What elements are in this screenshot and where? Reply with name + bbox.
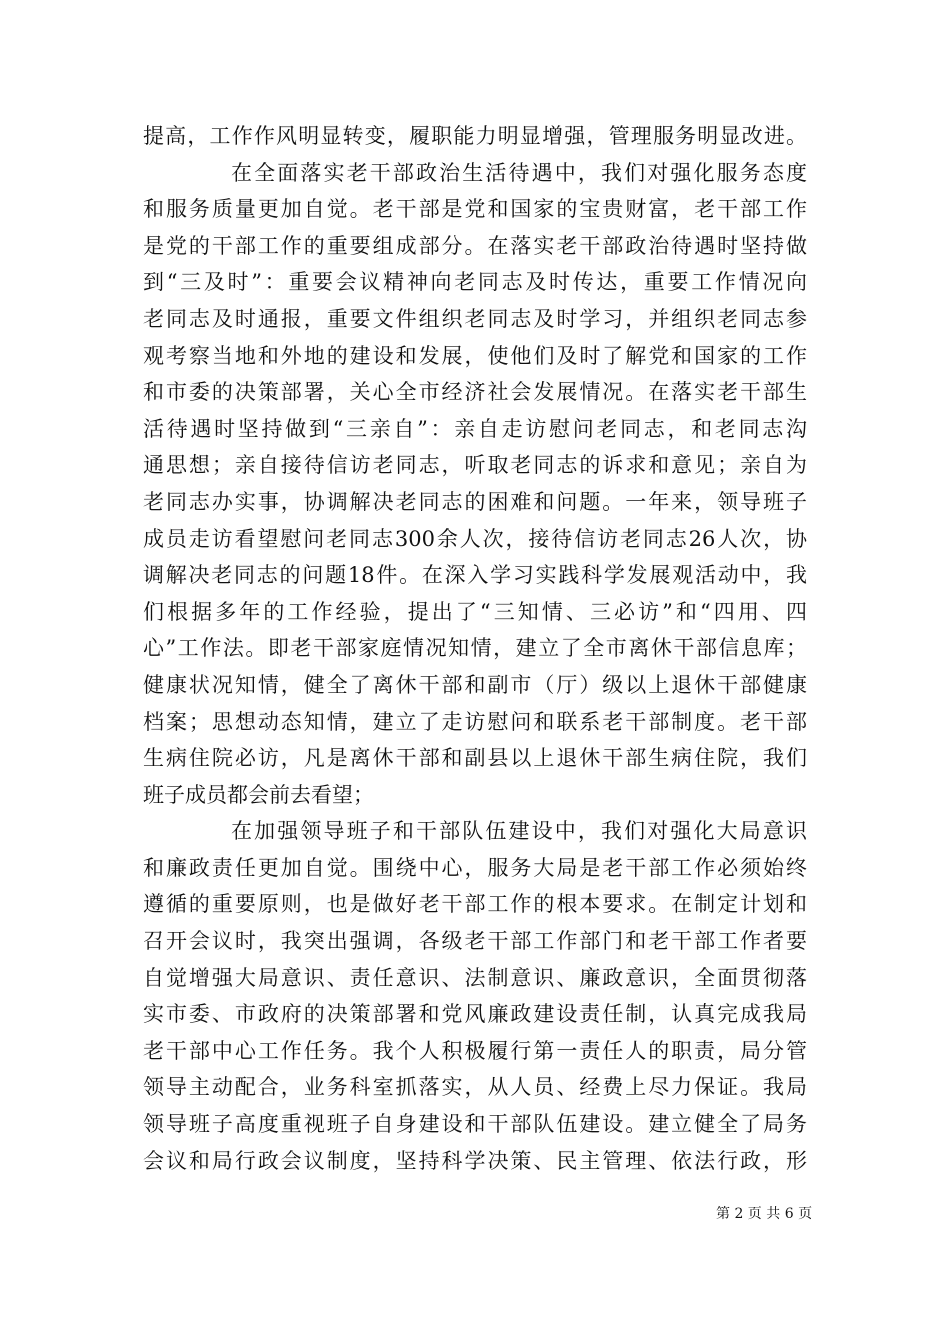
text-line: 心”工作法。即老干部家庭情况知情，建立了全市离休干部信息库； — [143, 636, 807, 661]
text-line: 观考察当地和外地的建设和发展，使他们及时了解党和国家的工作 — [143, 343, 807, 368]
text-line: 遵循的重要原则，也是做好老干部工作的根本要求。在制定计划和 — [143, 892, 807, 917]
text-line: 老干部中心工作任务。我个人积极履行第一责任人的职责，局分管 — [143, 1038, 807, 1063]
text-line: 自觉增强大局意识、责任意识、法制意识、廉政意识，全面贯彻落 — [143, 965, 807, 990]
text-line: 会议和局行政会议制度，坚持科学决策、民主管理、依法行政，形 — [143, 1148, 807, 1173]
text-line: 提高，工作作风明显转变，履职能力明显增强，管理服务明显改进。 — [143, 124, 807, 148]
text-line: 和服务质量更加自觉。老干部是党和国家的宝贵财富，老干部工作 — [143, 197, 807, 222]
paragraph-start-line: 在全面落实老干部政治生活待遇中，我们对强化服务态度 — [231, 160, 807, 185]
text-line: 到“三及时”：重要会议精神向老同志及时传达，重要工作情况向 — [143, 270, 807, 295]
text-line: 档案；思想动态知情，建立了走访慰问和联系老干部制度。老干部 — [143, 709, 807, 734]
text-line: 成员走访看望慰问老同志300余人次，接待信访老同志26人次，协 — [143, 526, 807, 551]
text-line: 是党的干部工作的重要组成部分。在落实老干部政治待遇时坚持做 — [143, 233, 807, 258]
text-line: 领导主动配合，业务科室抓落实，从人员、经费上尽力保证。我局 — [143, 1075, 807, 1100]
paragraph-start-line: 在加强领导班子和干部队伍建设中，我们对强化大局意识 — [231, 819, 807, 844]
text-line: 们根据多年的工作经验，提出了“三知情、三必访”和“四用、四 — [143, 599, 807, 624]
document-body — [143, 118, 807, 1179]
text-line: 生病住院必访，凡是离休干部和副县以上退休干部生病住院，我们 — [143, 746, 807, 771]
text-line: 通思想；亲自接待信访老同志，听取老同志的诉求和意见；亲自为 — [143, 453, 807, 478]
text-line: 调解决老同志的问题18件。在深入学习实践科学发展观活动中，我 — [143, 563, 807, 588]
text-line: 老同志及时通报，重要文件组织老同志及时学习，并组织老同志参 — [143, 306, 807, 331]
paragraph-end-line: 班子成员都会前去看望； — [143, 782, 374, 807]
text-line: 召开会议时，我突出强调，各级老干部工作部门和老干部工作者要 — [143, 929, 807, 954]
text-line: 和廉政责任更加自觉。围绕中心，服务大局是老干部工作必须始终 — [143, 855, 807, 880]
text-line: 健康状况知情，健全了离休干部和副市（厅）级以上退休干部健康 — [143, 672, 807, 697]
text-line: 和市委的决策部署，关心全市经济社会发展情况。在落实老干部生 — [143, 380, 807, 405]
text-line: 活待遇时坚持做到“三亲自”：亲自走访慰问老同志，和老同志沟 — [143, 416, 807, 441]
text-line: 老同志办实事，协调解决老同志的困难和问题。一年来，领导班子 — [143, 489, 807, 514]
text-line: 实市委、市政府的决策部署和党风廉政建设责任制，认真完成我局 — [143, 1002, 807, 1027]
text-line: 领导班子高度重视班子自身建设和干部队伍建设。建立健全了局务 — [143, 1112, 807, 1137]
page-number-footer: 第 2 页 共 6 页 — [716, 1206, 813, 1222]
